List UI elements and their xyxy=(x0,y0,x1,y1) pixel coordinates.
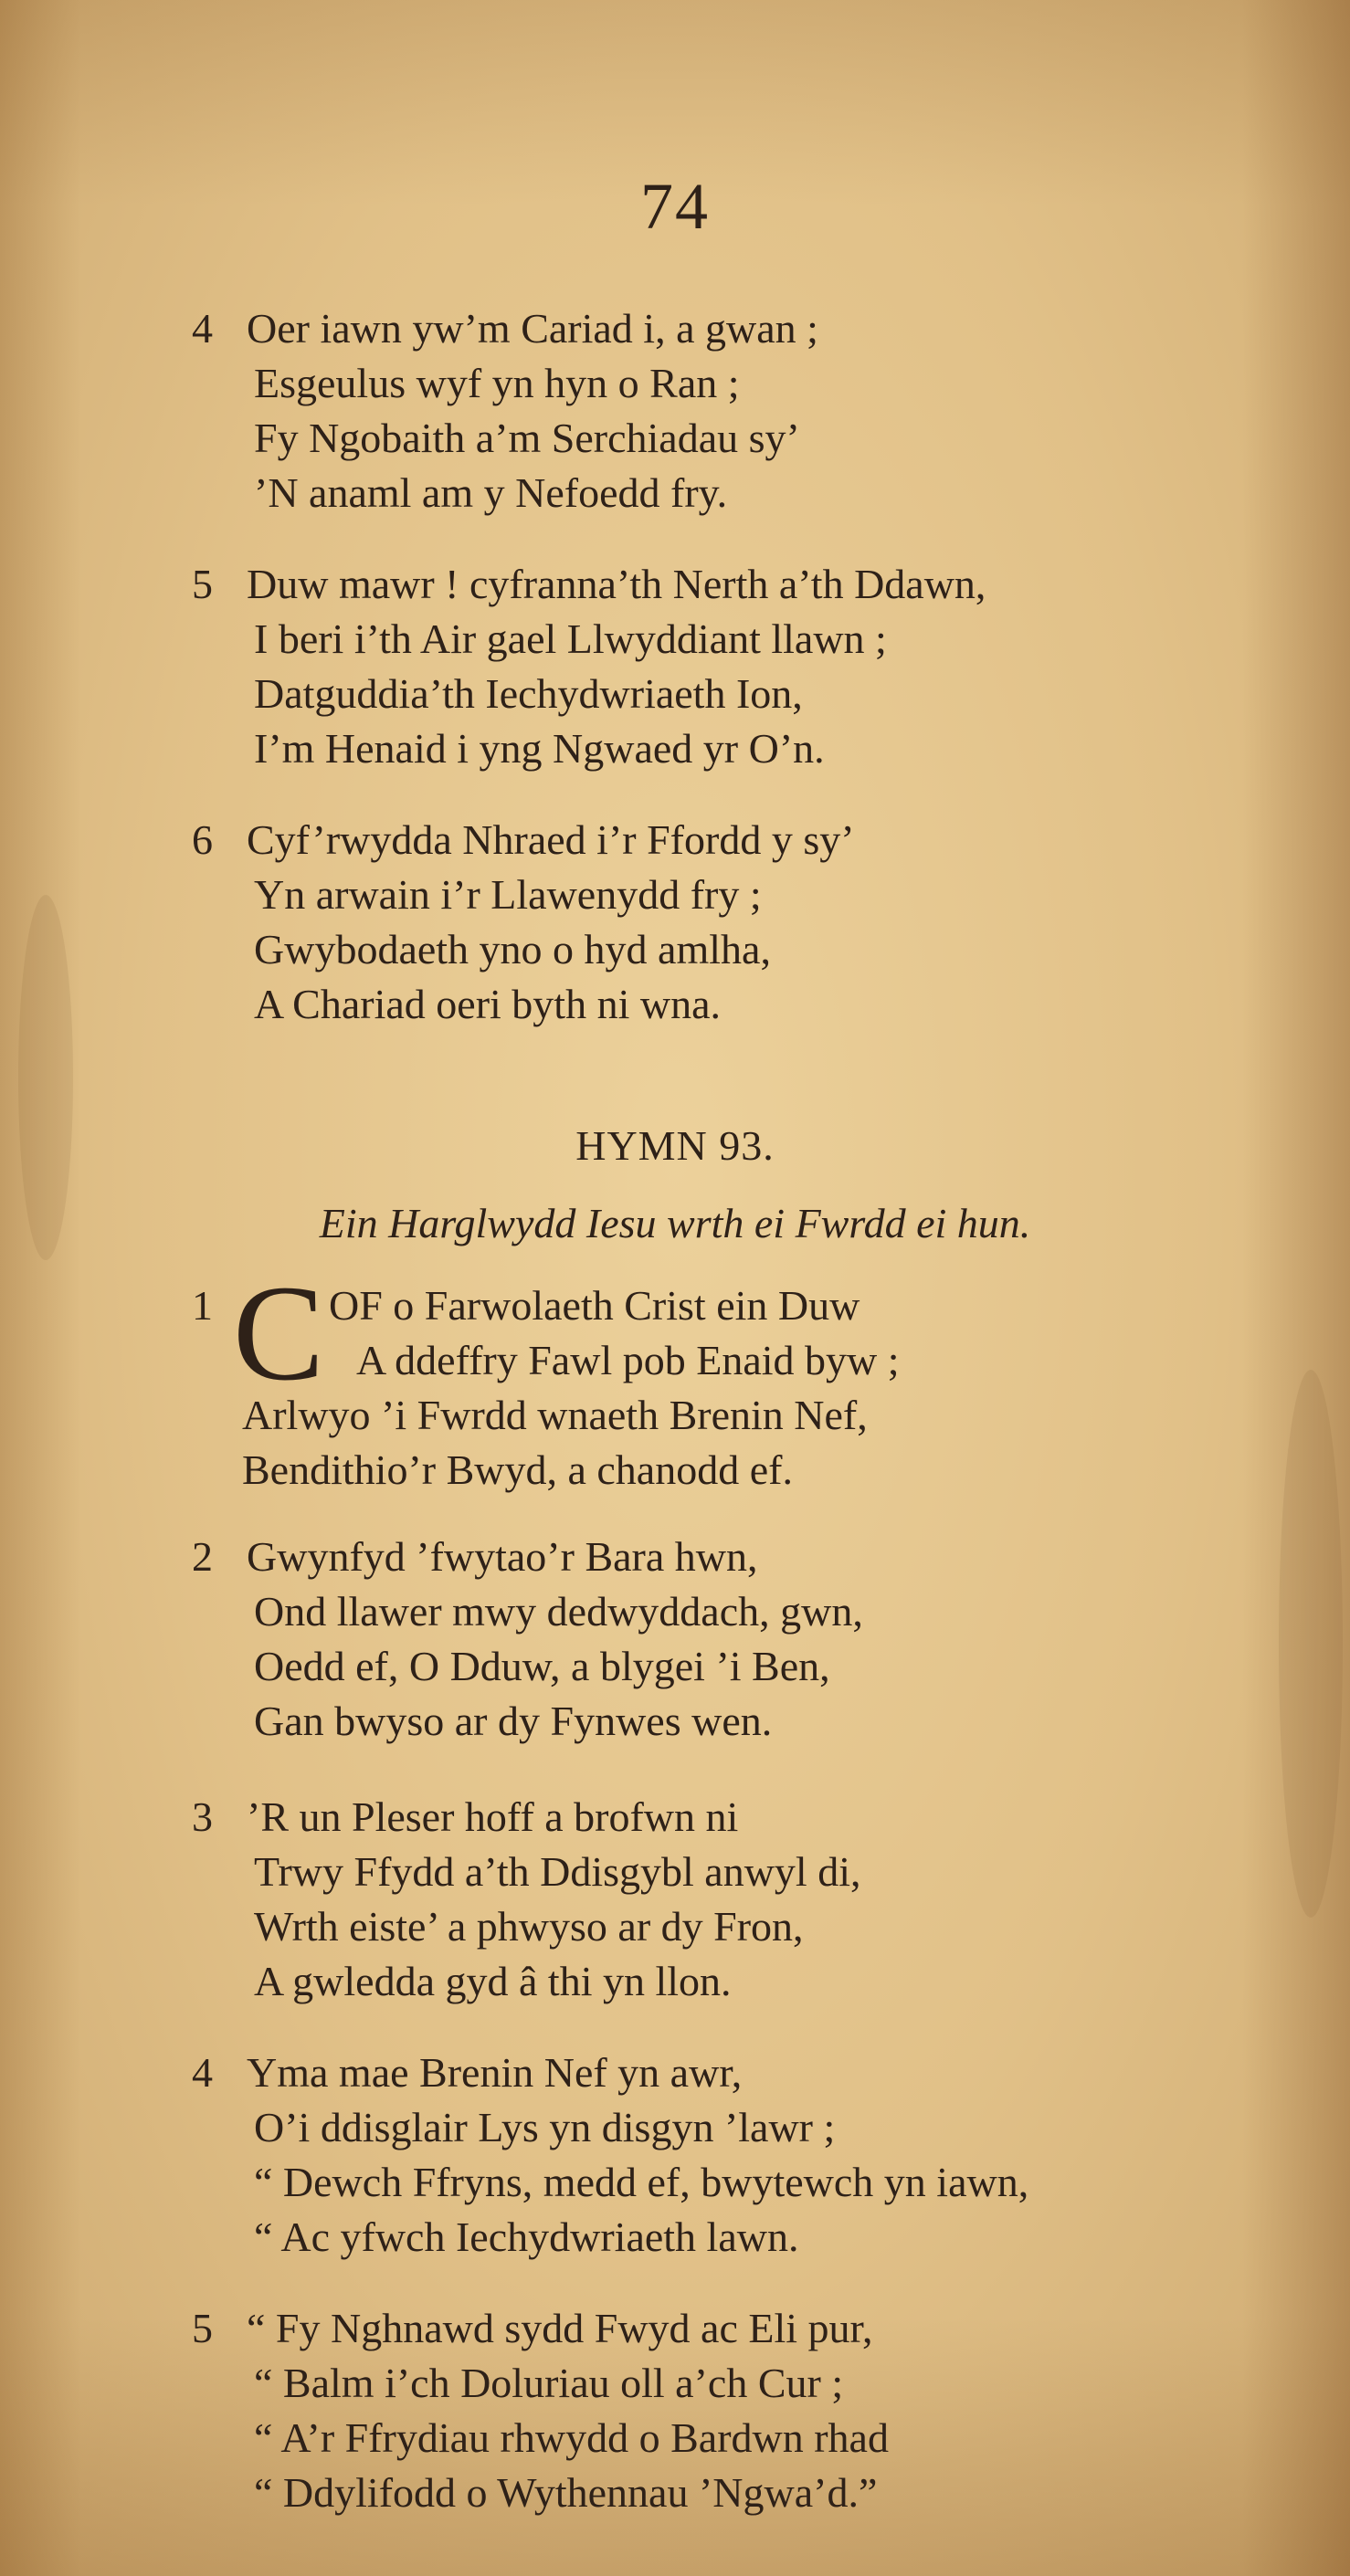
verse-line: Cyf’rwydda Nhraed i’r Ffordd y sy’ xyxy=(247,816,855,863)
stanza-line xyxy=(192,2100,1306,2155)
stanza-line xyxy=(192,867,1306,922)
stanza-number: 2 xyxy=(192,1533,213,1580)
stanza-number: 5 xyxy=(192,2305,213,2351)
stanza-line xyxy=(192,1694,1306,1749)
stanza-number: 4 xyxy=(192,305,213,352)
verse-line: “ Balm i’ch Doluriau oll a’ch Cur ; xyxy=(254,2360,844,2406)
stanza-line xyxy=(192,1954,1306,2009)
verse-line: Ond llawer mwy dedwyddach, gwn, xyxy=(254,1588,863,1635)
stanza-line xyxy=(192,356,1306,411)
verse-line: “ A’r Ffrydiau rhwydd o Bardwn rhad xyxy=(254,2414,889,2461)
stanza-number: 4 xyxy=(192,2049,213,2096)
stanza-line xyxy=(192,612,1306,667)
stanza-5 xyxy=(192,2301,1306,2520)
stanza-line xyxy=(192,411,1306,466)
hymn-subtitle: Ein Harglwydd Iesu wrth ei Fwrdd ei hun. xyxy=(319,1200,1031,1246)
stanza-line xyxy=(192,667,1306,721)
stanza-line xyxy=(192,557,1306,612)
verse-line: Datguddia’th Iechydwriaeth Ion, xyxy=(254,670,803,717)
verse-line: “ Ac yfwch Iechydwriaeth lawn. xyxy=(254,2213,799,2260)
verse-line: Oedd ef, O Dduw, a blygei ’i Ben, xyxy=(254,1643,830,1689)
stanza-line xyxy=(192,466,1306,520)
stanza-line xyxy=(192,1388,1306,1443)
verse-line: Gwynfyd ’fwytao’r Bara hwn, xyxy=(247,1533,758,1580)
stanza-6-top xyxy=(192,813,1306,1032)
stanza-line xyxy=(192,1333,1306,1388)
verse-line: I beri i’th Air gael Llwyddiant llawn ; xyxy=(254,615,887,662)
stanza-number: 6 xyxy=(192,816,213,863)
stanza-line xyxy=(192,2356,1306,2411)
stanza-1 xyxy=(192,1278,1306,1498)
stanza-line xyxy=(192,1278,1306,1333)
stanza-4 xyxy=(192,2045,1306,2265)
stanza-4-top xyxy=(192,301,1306,520)
verse-line: “ Ddylifodd o Wythennau ’Ngwa’d.” xyxy=(254,2469,878,2516)
stanza-line xyxy=(192,813,1306,867)
verse-line: Fy Ngobaith a’m Serchiadau sy’ xyxy=(254,415,800,461)
page-number: 74 xyxy=(640,170,710,243)
stanza-line xyxy=(192,977,1306,1032)
stanza-number: 1 xyxy=(192,1282,213,1329)
verse-line: A Chariad oeri byth ni wna. xyxy=(254,981,722,1027)
stanza-line xyxy=(192,2466,1306,2520)
verse-line: Wrth eiste’ a phwyso ar dy Fron, xyxy=(254,1903,804,1950)
stanza-line xyxy=(192,1639,1306,1694)
stanza-number: 5 xyxy=(192,561,213,607)
verse-line: Trwy Ffydd a’th Ddisgybl anwyl di, xyxy=(254,1848,861,1895)
verse-line: Arlwyo ’i Fwrdd wnaeth Brenin Nef, xyxy=(242,1392,868,1438)
stanza-line xyxy=(192,1845,1306,1899)
verse-line: O’i ddisglair Lys yn disgyn ’lawr ; xyxy=(254,2104,836,2150)
verse-line: Oer iawn yw’m Cariad i, a gwan ; xyxy=(247,305,818,352)
verse-line: “ Fy Nghnawd sydd Fwyd ac Eli pur, xyxy=(247,2305,873,2351)
stanza-line xyxy=(192,301,1306,356)
verse-line: Bendithio’r Bwyd, a chanodd ef. xyxy=(242,1446,793,1493)
verse-line: Duw mawr ! cyfranna’th Nerth a’th Ddawn, xyxy=(247,561,986,607)
stanza-line xyxy=(192,2411,1306,2466)
verse-line: A gwledda gyd â thi yn llon. xyxy=(254,1958,732,2004)
verse-line: Yn arwain i’r Llawenydd fry ; xyxy=(254,871,762,918)
stanza-2 xyxy=(192,1530,1306,1749)
stanza-line xyxy=(192,721,1306,776)
verse-line: A ddeffry Fawl pob Enaid byw ; xyxy=(356,1337,900,1383)
stanza-line xyxy=(192,2155,1306,2210)
stanza-3 xyxy=(192,1790,1306,2009)
stanza-line xyxy=(192,2210,1306,2265)
verse-line: I’m Henaid i yng Ngwaed yr O’n. xyxy=(254,725,825,772)
verse-line: Gwybodaeth yno o hyd amlha, xyxy=(254,926,771,973)
stanza-5-top xyxy=(192,557,1306,776)
stanza-number: 3 xyxy=(192,1793,213,1840)
verse-line: Gan bwyso ar dy Fynwes wen. xyxy=(254,1698,773,1744)
stanza-line xyxy=(192,2301,1306,2356)
verse-line: “ Dewch Ffryns, medd ef, bwytewch yn iawn, xyxy=(254,2159,1029,2205)
verse-line: Yma mae Brenin Nef yn awr, xyxy=(247,2049,743,2096)
stanza-line xyxy=(192,1530,1306,1584)
stanza-line xyxy=(192,922,1306,977)
stanza-line xyxy=(192,1443,1306,1498)
stanza-line xyxy=(192,2045,1306,2100)
verse-line: ’R un Pleser hoff a brofwn ni xyxy=(247,1793,739,1840)
verse-line: ’N anaml am y Nefoedd fry. xyxy=(254,469,728,516)
stanza-line xyxy=(192,1584,1306,1639)
stanza-line xyxy=(192,1899,1306,1954)
hymn-title: HYMN 93. xyxy=(575,1122,775,1169)
drop-cap: C xyxy=(233,1257,325,1409)
verse-line: OF o Farwolaeth Crist ein Duw xyxy=(329,1282,860,1329)
verse-line: Esgeulus wyf yn hyn o Ran ; xyxy=(254,360,740,406)
stanza-line xyxy=(192,1790,1306,1845)
